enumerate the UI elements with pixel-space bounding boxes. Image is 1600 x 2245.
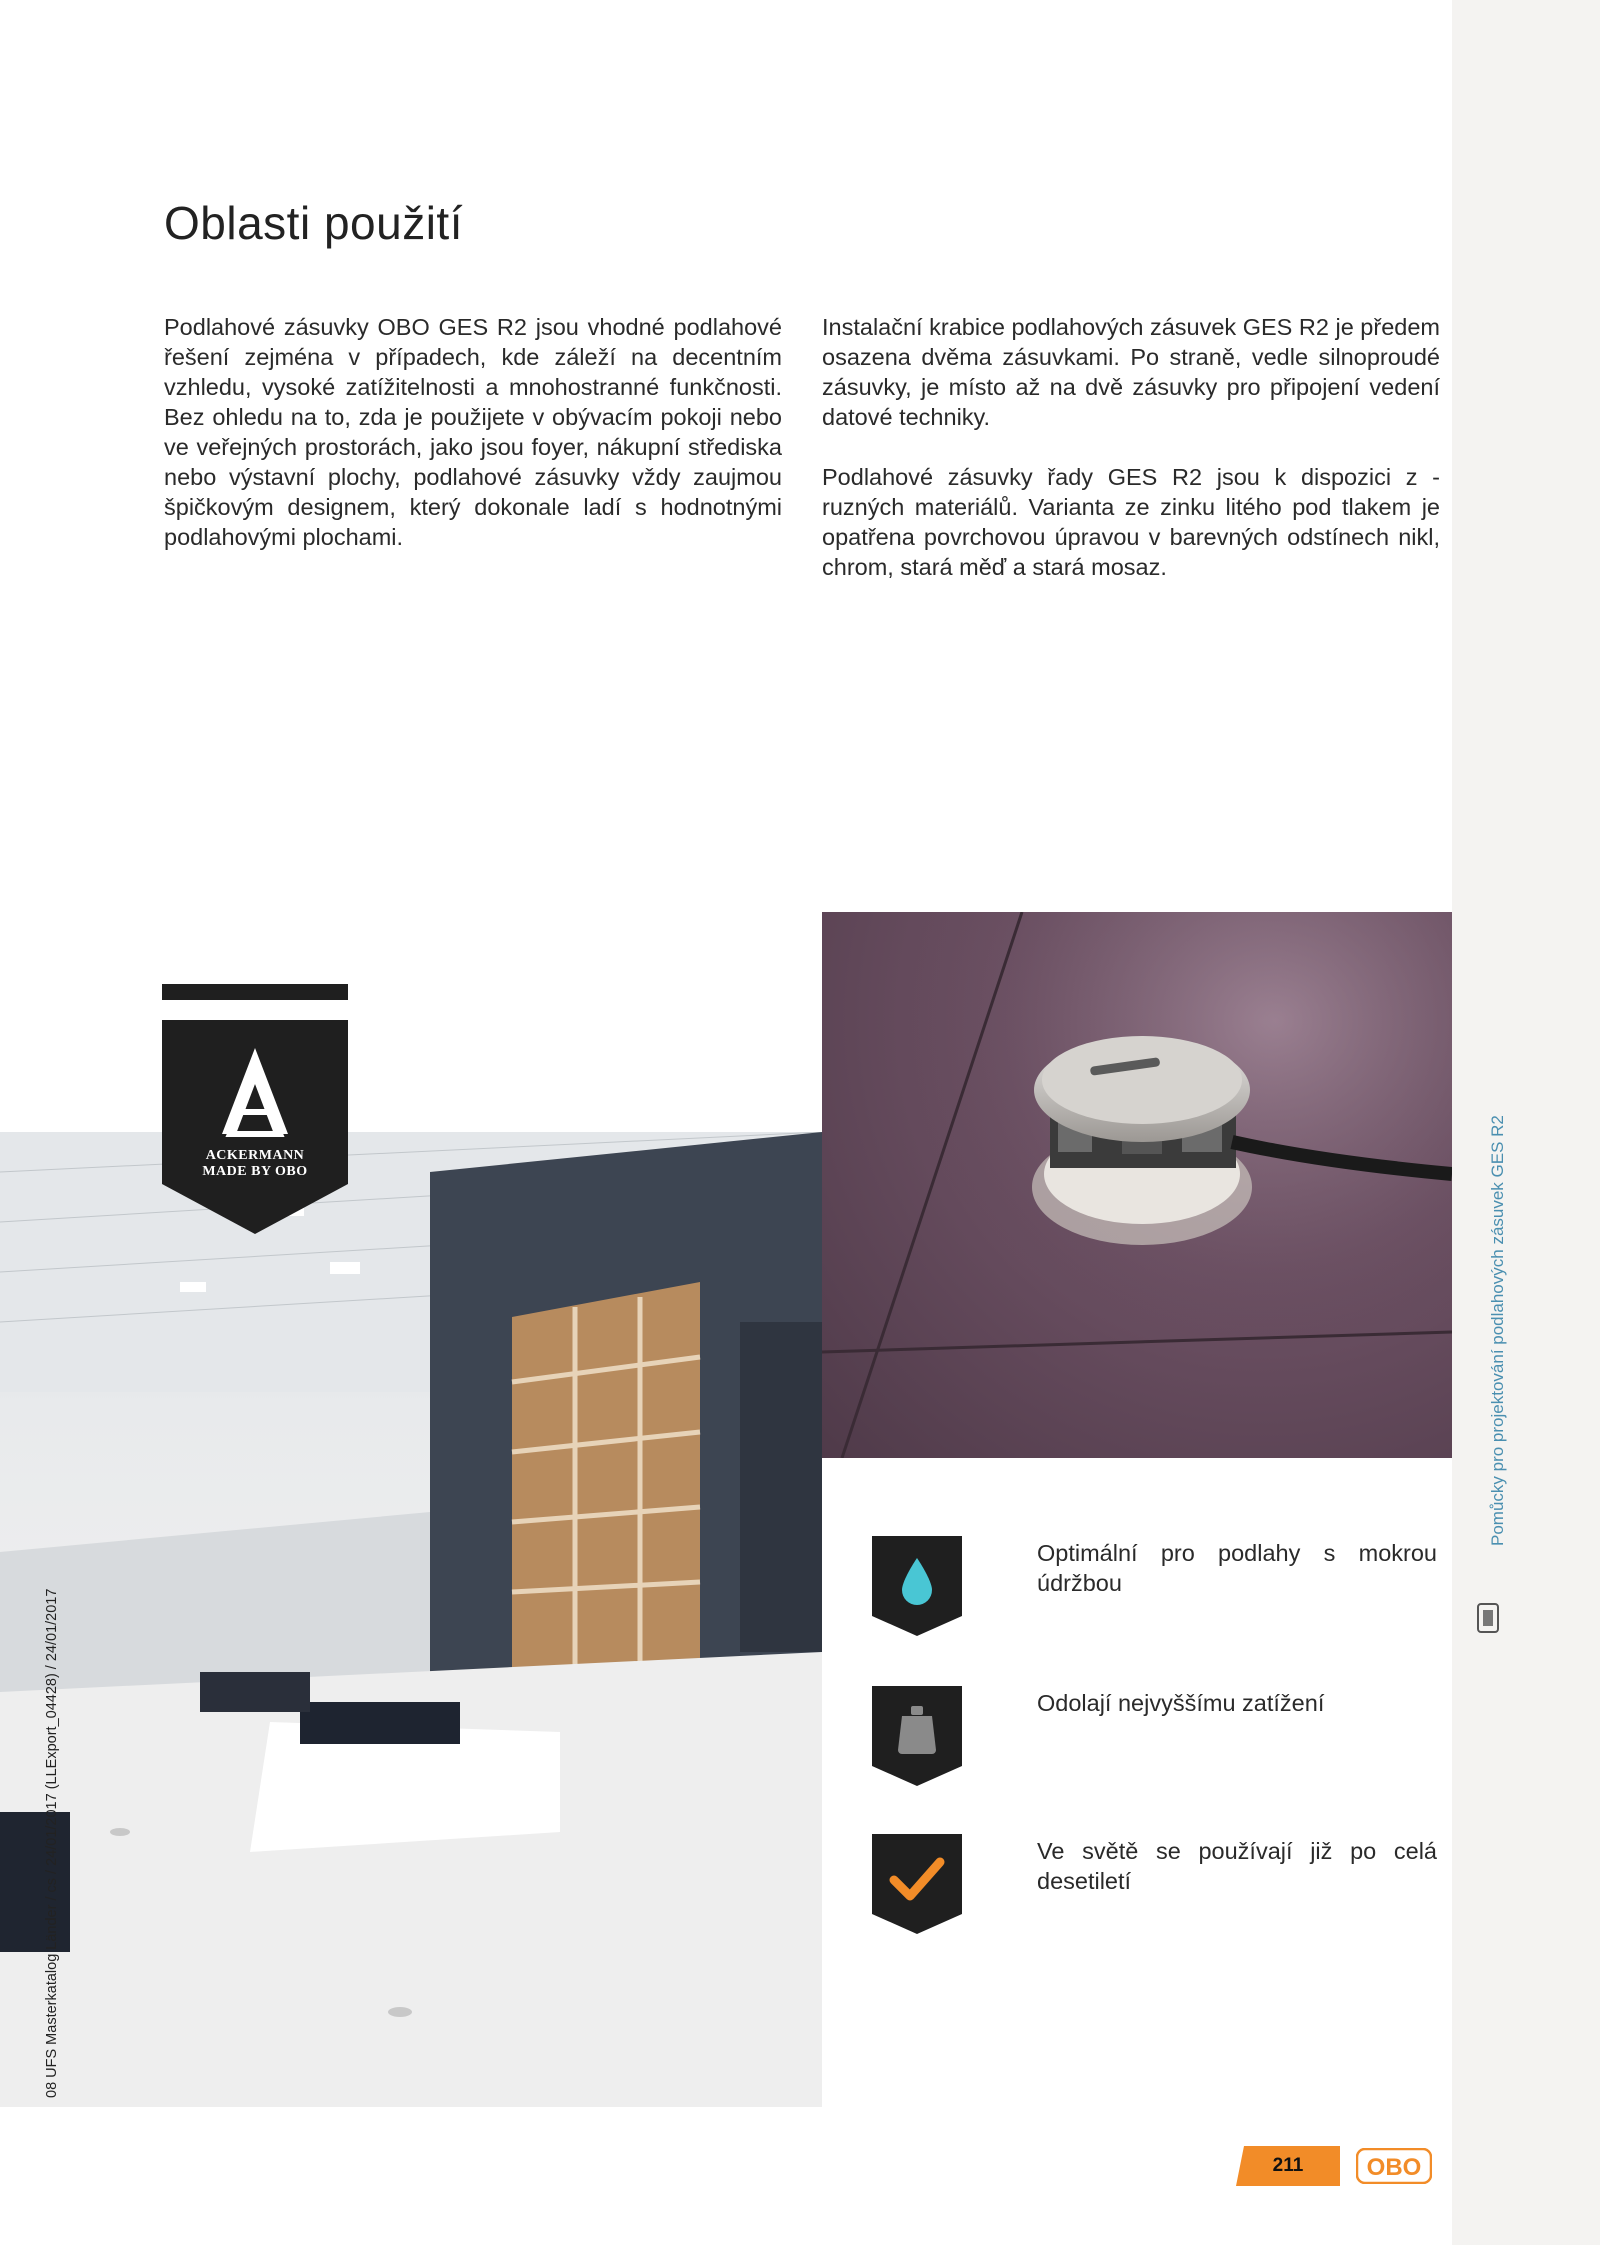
right-margin-strip <box>1452 0 1600 2245</box>
feature-text: Ve světě se používají již po celá desetiletí <box>1037 1838 1437 1894</box>
store-interior-photo <box>0 1132 822 2107</box>
obo-logo-icon <box>1356 2148 1432 2184</box>
floor-socket-photo <box>822 912 1452 1458</box>
intro-paragraph: Podlahové zásuvky řady GES R2 jsou k dispozici z ‑ ruzných materiálů. Varianta ze zinku litého pod tlakem je opatřena povrchovou úpravou v barevných odstínech nikl, chrom, stará měď a stará mosaz. <box>822 464 1440 580</box>
badge-line-2: MADE BY OBO <box>202 1164 308 1179</box>
page-title: Oblasti použití <box>164 197 463 249</box>
footer-code-text: 08 UFS Masterkatalog Länder / cs / 24/01/2017 (LLExport_04428) / 24/01/2017 <box>44 1588 60 2098</box>
intro-paragraph: Podlahové zásuvky OBO GES R2 jsou vhodné podlahové řešení zejména v případech, kde záleží na decentním vzhledu, vysoké zatížitelnosti a mnohostranné funkčnosti. Bez ohledu na to, zda je použijete v obývacím pokoji nebo ve veřejných prostorách, jako jsou foyer, nákupní střediska nebo výstavní plochy, podlahové zásuvky vždy zaujmou špičkovým designem, který dokonale ladí s hodnotnými podlahovými plochami. <box>164 314 782 550</box>
water-drop-icon <box>872 1536 962 1636</box>
page-number-text: 211 <box>1272 2155 1304 2176</box>
page-number <box>1236 2146 1340 2186</box>
feature-text: Odolají nejvyššímu zatížení <box>1037 1690 1325 1716</box>
checkmark-icon <box>872 1834 962 1934</box>
ackermann-badge <box>162 984 348 1234</box>
footer-code <box>44 1528 64 2098</box>
feature-proven <box>872 1834 1472 1934</box>
intro-paragraph: Instalační krabice podlahových zásuvek GES R2 je předem osazena dvěma zásuvkami. Po straně, vedle silnoproudé zásuvky, je místo až na dvě zásuvky pro připojení vedení datové techniky. <box>822 314 1440 430</box>
badge-line-1: ACKERMANN <box>205 1148 305 1163</box>
book-icon <box>1476 1600 1500 1636</box>
feature-high-load <box>872 1686 1472 1786</box>
feature-wet-cleaning <box>872 1536 1472 1636</box>
intro-right-column <box>822 312 1440 612</box>
side-label: Pomůcky pro projektování podlahových zásuvek GES R2 <box>1488 1115 1507 1546</box>
feature-text: Optimální pro podlahy s mokrou údržbou <box>1037 1540 1437 1596</box>
intro-left-column <box>164 312 782 582</box>
ackermann-logo-icon <box>162 984 348 1234</box>
obo-logo-text: OBO <box>1366 2154 1422 2181</box>
weight-icon <box>872 1686 962 1786</box>
